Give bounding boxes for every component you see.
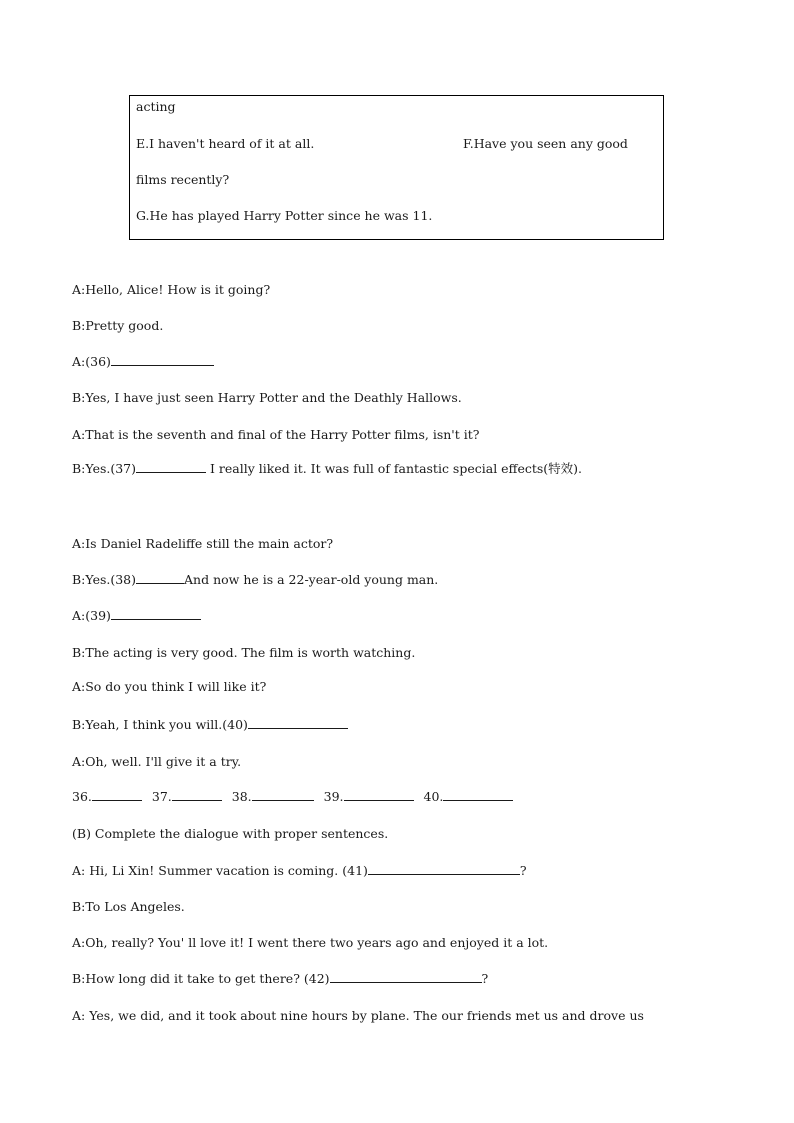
dialogue-line: B:Pretty good. <box>72 318 164 333</box>
dialogue-line: B:Yes, I have just seen Harry Potter and the Deathly Hallows. <box>72 390 462 405</box>
answer-label-39: 39. <box>323 789 344 804</box>
answer-field-40[interactable] <box>443 789 513 801</box>
answer-field-36[interactable] <box>92 789 142 801</box>
dialogue-line-38 <box>72 572 438 588</box>
dialogue-line: A:So do you think I will like it? <box>72 679 267 694</box>
dialogue-line: A:That is the seventh and final of the Harry Potter films, isn't it? <box>72 427 480 442</box>
dialogue-line-37 <box>72 461 582 477</box>
dialogue-line-40 <box>72 717 348 733</box>
dialogue-text: B:Yes.(38) <box>72 572 137 587</box>
dialogue-text: B:How long did it take to get there? (42) <box>72 971 330 986</box>
dialogue-text: B:Yes.(37) <box>72 461 137 476</box>
answer-label-40: 40. <box>423 789 444 804</box>
dialogue-line: A:Oh, well. I'll give it a try. <box>72 754 242 769</box>
dialogue-line: A:Hello, Alice! How is it going? <box>72 282 271 297</box>
dialogue-text: ? <box>519 863 527 878</box>
section-b-heading: (B) Complete the dialogue with proper sentences. <box>72 826 389 841</box>
dialogue-line-36 <box>72 354 214 370</box>
dialogue-line: B:To Los Angeles. <box>72 899 185 914</box>
dialogue-line: B:The acting is very good. The film is worth watching. <box>72 645 416 660</box>
dialogue-text: ? <box>481 971 489 986</box>
dialogue-line: A:Is Daniel Radeliffe still the main actor? <box>72 536 334 551</box>
answer-blank-36[interactable] <box>111 354 214 366</box>
answer-blank-41[interactable] <box>368 863 520 875</box>
option-f: F.Have you seen any good <box>463 136 628 151</box>
dialogue-line: A: Yes, we did, and it took about nine hours by plane. The our friends met us and drove us <box>72 1008 644 1023</box>
dialogue-line-39 <box>72 608 201 624</box>
dialogue-text: I really liked it. It was full of fantastic special effects(特效). <box>206 461 583 476</box>
dialogue-line-41 <box>72 863 527 879</box>
option-acting-line: acting <box>136 99 176 114</box>
option-e: E.I haven't heard of it at all. <box>136 136 315 151</box>
answer-blank-39[interactable] <box>111 608 201 620</box>
answer-field-37[interactable] <box>172 789 222 801</box>
answer-label-36: 36. <box>72 789 92 804</box>
answer-label-37: 37. <box>151 789 172 804</box>
option-g: G.He has played Harry Potter since he was 11. <box>136 208 433 223</box>
answer-line <box>72 789 513 805</box>
dialogue-text: A:(39) <box>72 608 111 623</box>
answer-label-38: 38. <box>231 789 252 804</box>
answer-blank-42[interactable] <box>330 971 482 983</box>
dialogue-line-42 <box>72 971 488 987</box>
dialogue-text: A: Hi, Li Xin! Summer vacation is coming. (41) <box>72 863 368 878</box>
answer-blank-37[interactable] <box>136 461 206 473</box>
answer-blank-38[interactable] <box>136 572 184 584</box>
answer-blank-40[interactable] <box>248 717 348 729</box>
dialogue-text: And now he is a 22-year-old young man. <box>184 572 439 587</box>
answer-field-38[interactable] <box>252 789 314 801</box>
answer-field-39[interactable] <box>344 789 414 801</box>
dialogue-text: A:(36) <box>72 354 111 369</box>
dialogue-line: A:Oh, really? You' ll love it! I went there two years ago and enjoyed it a lot. <box>72 935 549 950</box>
option-f-continued: films recently? <box>136 172 230 187</box>
dialogue-text: B:Yeah, I think you will.(40) <box>72 717 248 732</box>
